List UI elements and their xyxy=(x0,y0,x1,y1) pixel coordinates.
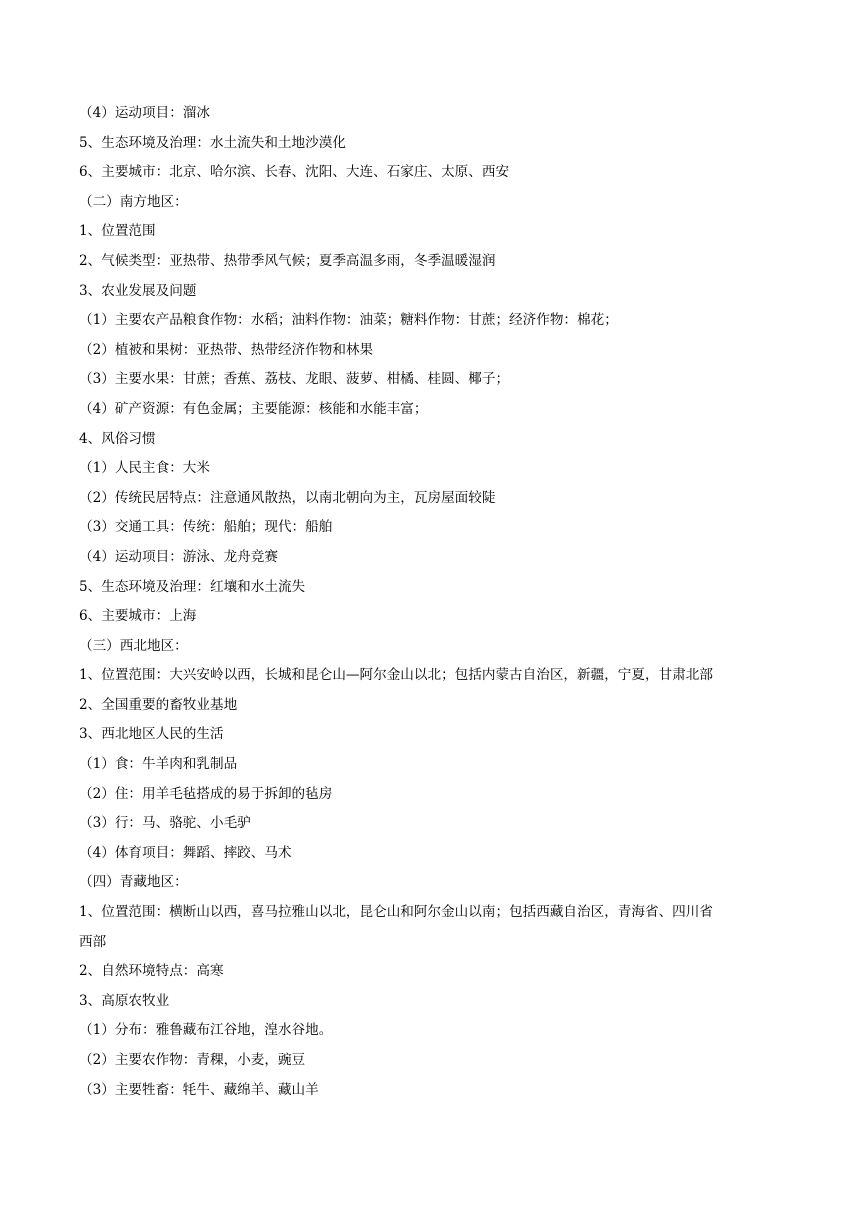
text-line: （2）传统民居特点：注意通风散热，以南北朝向为主，瓦房屋面较陡 xyxy=(79,489,496,506)
text-line: （3）主要水果：甘蔗；香蕉、荔枝、龙眼、菠萝、柑橘、桂圆、椰子； xyxy=(79,371,510,388)
text-line: （2）主要农作物：青稞，小麦，豌豆 xyxy=(79,1052,306,1068)
text-line: 1、位置范围：横断山以西，喜马拉雅山以北，昆仑山和阿尔金山以南；包括西藏自治区，青海省、四川省 xyxy=(79,904,713,921)
text-line: （1）食：牛羊肉和乳制品 xyxy=(79,756,238,773)
text-line: （3）主要牲畜：牦牛、藏绵羊、藏山羊 xyxy=(79,1081,319,1098)
text-line: 6、主要城市：北京、哈尔滨、长春、沈阳、大连、石家庄、太原、西安 xyxy=(79,164,510,181)
text-line: （4）体育项目：舞蹈、摔跤、马术 xyxy=(79,844,292,861)
text-line: 2、全国重要的畜牧业基地 xyxy=(79,696,238,713)
text-line: 1、位置范围：大兴安岭以西，长城和昆仑山—阿尔金山以北；包括内蒙古自治区，新疆，宁夏，甘肃北部 xyxy=(79,667,713,684)
text-line: 3、高原农牧业 xyxy=(79,992,170,1009)
text-line: （4）运动项目：溜冰 xyxy=(79,105,210,121)
text-line: 3、西北地区人民的生活 xyxy=(79,726,224,743)
text-line: （3）交通工具：传统：船舶；现代：船舶 xyxy=(79,519,333,536)
text-line: （1）人民主食：大米 xyxy=(79,460,210,477)
document-body xyxy=(79,99,789,1105)
text-line: 5、生态环境及治理：水土流失和土地沙漠化 xyxy=(79,134,346,151)
section-heading-south: （二）南方地区： xyxy=(79,193,188,210)
text-line: 西部 xyxy=(79,933,107,950)
text-line: （1）分布：雅鲁藏布江谷地，湟水谷地。 xyxy=(79,1022,333,1039)
text-line: （4）矿产资源：有色金属；主要能源：核能和水能丰富； xyxy=(79,400,428,417)
text-line: （3）行：马、骆驼、小毛驴 xyxy=(79,815,251,832)
text-line: （2）植被和果树：亚热带、热带经济作物和林果 xyxy=(79,341,374,358)
text-line: 3、农业发展及问题 xyxy=(79,282,197,299)
text-line: 4、风俗习惯 xyxy=(79,430,156,447)
text-line: 5、生态环境及治理：红壤和水土流失 xyxy=(79,578,306,595)
text-line: （4）运动项目：游泳、龙舟竞赛 xyxy=(79,548,278,565)
text-line: （2）住：用羊毛毡搭成的易于拆卸的毡房 xyxy=(79,785,333,802)
text-line: 6、主要城市：上海 xyxy=(79,608,197,625)
section-heading-qingzang: （四）青藏地区： xyxy=(79,874,188,891)
text-line: 2、自然环境特点：高寒 xyxy=(79,963,224,980)
section-heading-northwest: （三）西北地区： xyxy=(79,637,188,654)
text-line: （1）主要农产品粮食作物：水稻；油料作物：油菜；糖料作物：甘蔗；经济作物：棉花； xyxy=(79,312,618,329)
text-line: 1、位置范围 xyxy=(79,223,156,240)
text-line: 2、气候类型：亚热带、热带季风气候；夏季高温多雨，冬季温暖湿润 xyxy=(79,252,496,269)
